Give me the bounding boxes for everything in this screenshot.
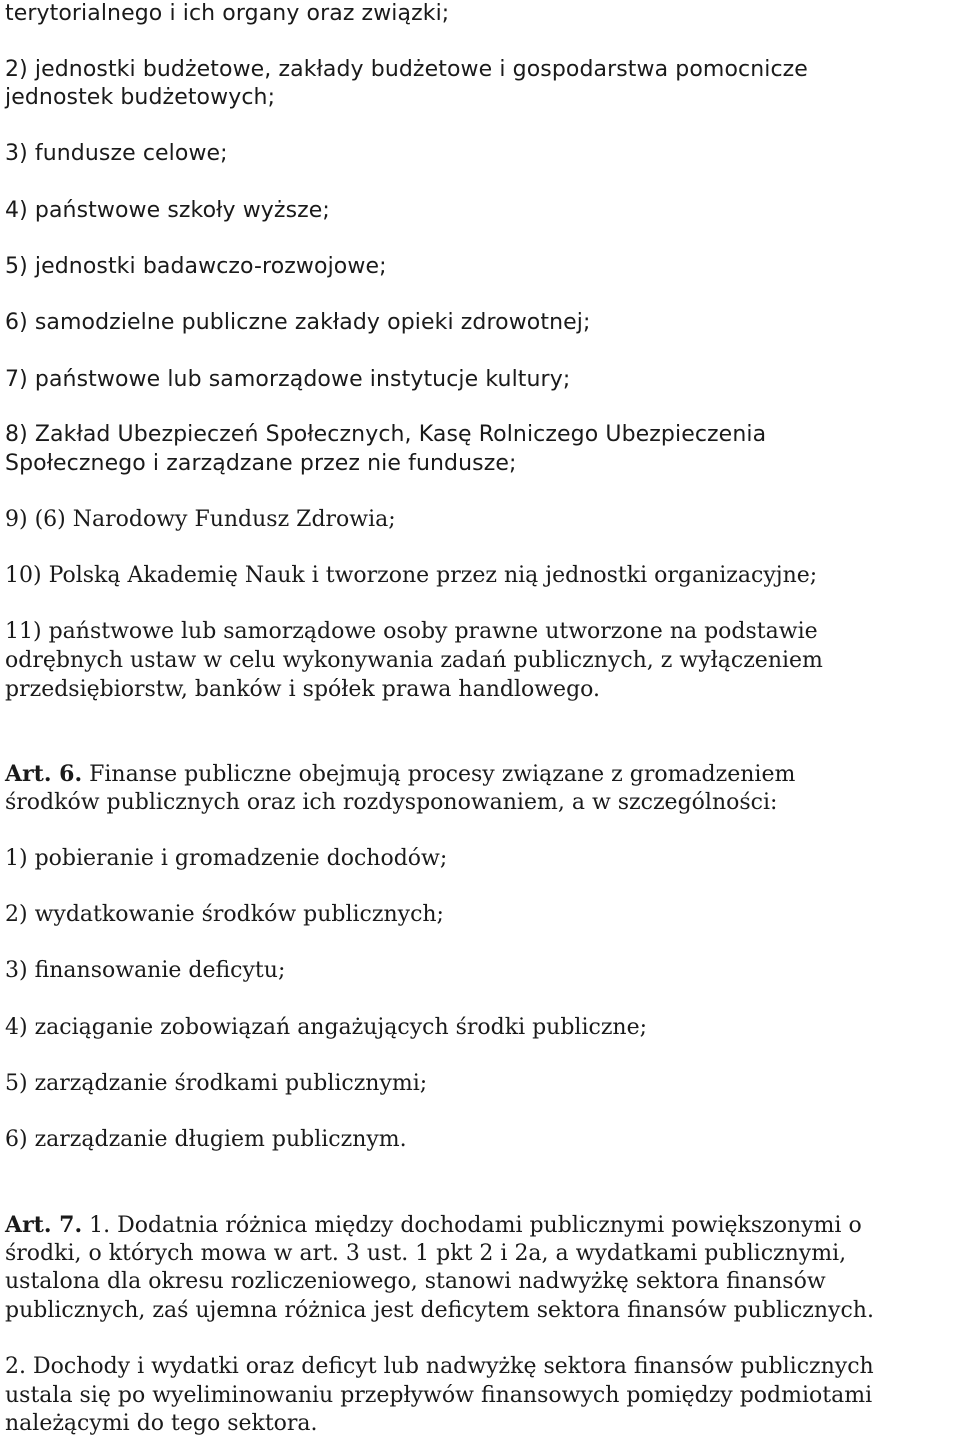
- list-item: 5) jednostki badawczo-rozwojowe;: [5, 254, 387, 279]
- article-7-paragraph-2-continuation: należącymi do tego sektora.: [5, 1411, 318, 1436]
- article-7-paragraph-2-continuation: ustala się po wyeliminowaniu przepływów finansowych pomiędzy podmiotami: [5, 1383, 873, 1408]
- list-item: 4) państwowe szkoły wyższe;: [5, 198, 330, 223]
- article-7-paragraph-2: 2. Dochody i wydatki oraz deficyt lub nadwyżkę sektora finansów publicznych: [5, 1354, 874, 1379]
- article-7-continuation: środki, o których mowa w art. 3 ust. 1 pkt 2 i 2a, a wydatkami publicznymi,: [5, 1241, 847, 1266]
- list-item-continuation: odrębnych ustaw w celu wykonywania zadań publicznych, z wyłączeniem: [5, 648, 823, 673]
- article-7-continuation: publicznych, zaś ujemna różnica jest deficytem sektora finansów publicznych.: [5, 1298, 874, 1323]
- list-item-continuation: jednostek budżetowych;: [5, 85, 276, 110]
- list-item: 2) jednostki budżetowe, zakłady budżetowe i gospodarstwa pomocnicze: [5, 57, 808, 82]
- article-7-label: Art. 7.: [5, 1212, 83, 1238]
- article-6-first-line: [5, 760, 795, 790]
- list-item: 5) zarządzanie środkami publicznymi;: [5, 1071, 428, 1096]
- article-6-label: Art. 6.: [5, 761, 83, 787]
- list-item-continuation: Społecznego i zarządzane przez nie fundusze;: [5, 451, 517, 476]
- list-item-continuation: przedsiębiorstw, banków i spółek prawa handlowego.: [5, 677, 601, 702]
- list-item: 3) fundusze celowe;: [5, 141, 228, 166]
- list-item: 9) (6) Narodowy Fundusz Zdrowia;: [5, 507, 396, 532]
- list-item: 2) wydatkowanie środków publicznych;: [5, 902, 444, 927]
- article-6-text: Finanse publiczne obejmują procesy związane z gromadzeniem: [82, 762, 796, 787]
- list-item: 1) pobieranie i gromadzenie dochodów;: [5, 846, 448, 871]
- text-line: terytorialnego i ich organy oraz związki;: [5, 1, 450, 26]
- list-item: 4) zaciąganie zobowiązań angażujących środki publiczne;: [5, 1015, 648, 1040]
- article-7-first-line: [5, 1211, 862, 1241]
- list-item: 7) państwowe lub samorządowe instytucje kultury;: [5, 367, 571, 392]
- list-item: 10) Polską Akademię Nauk i tworzone przez nią jednostki organizacyjne;: [5, 563, 818, 588]
- list-item: 11) państwowe lub samorządowe osoby prawne utworzone na podstawie: [5, 619, 818, 644]
- article-7-continuation: ustalona dla okresu rozliczeniowego, stanowi nadwyżkę sektora finansów: [5, 1269, 826, 1294]
- list-item: 3) finansowanie deficytu;: [5, 958, 286, 983]
- list-item: 6) zarządzanie długiem publicznym.: [5, 1127, 407, 1152]
- list-item: 6) samodzielne publiczne zakłady opieki zdrowotnej;: [5, 310, 591, 335]
- list-item: 8) Zakład Ubezpieczeń Społecznych, Kasę Rolniczego Ubezpieczenia: [5, 422, 767, 447]
- article-6-continuation: środków publicznych oraz ich rozdysponowaniem, a w szczególności:: [5, 790, 778, 815]
- article-7-text: 1. Dodatnia różnica między dochodami publicznymi powiększonymi o: [82, 1213, 862, 1238]
